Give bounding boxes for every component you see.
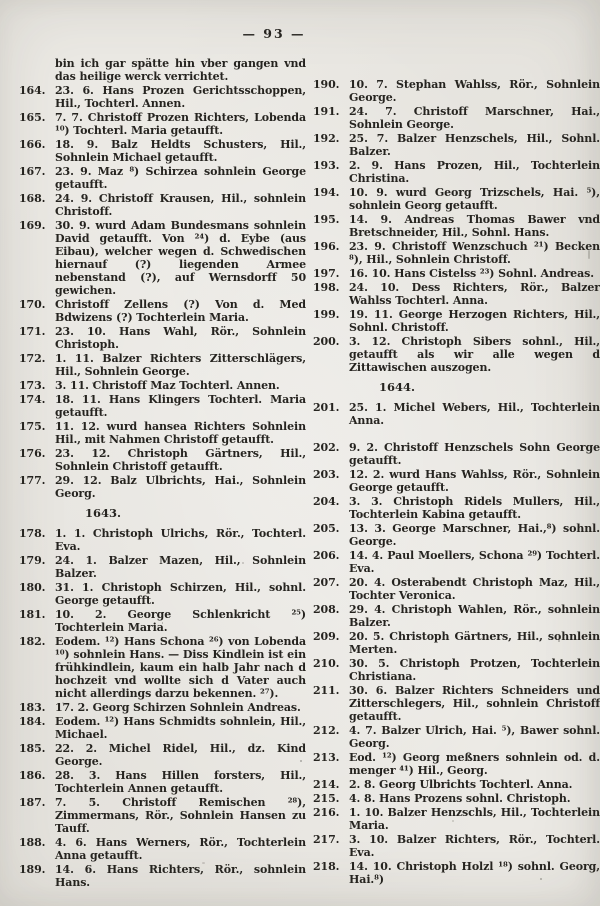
scan-speckle xyxy=(402,700,404,701)
register-entry xyxy=(19,796,306,835)
entry-text: 29. 12. Balz Ulbrichts, Hai., Sohnlein Georg. xyxy=(55,474,306,500)
register-entry xyxy=(19,138,306,164)
register-entry xyxy=(313,281,600,307)
entry-text: 29. 4. Christoph Wahlen, Rör., sohnlein Balzer. xyxy=(349,603,600,629)
entry-text: Christoff Zellens (?) Von d. Med Bdwizens (?) Tochterlein Maria. xyxy=(55,298,306,324)
entry-text: 31. 1. Christoph Schirzen, Hil., sohnl. George getaufft. xyxy=(55,581,306,607)
register-entry xyxy=(313,522,600,548)
entry-text: 3. 12. Christoph Sibers sohnl., Hil., getaufft als wir alle wegen d Zittawischen auszogen. xyxy=(349,335,600,374)
entry-number: 178. xyxy=(19,527,46,540)
register-entry xyxy=(19,379,306,392)
entry-text: 7. 5. Christoff Remischen ²⁸), Zimmermans, Rör., Sohnlein Hansen zu Tauff. xyxy=(55,796,306,835)
year-heading: 1643. xyxy=(85,506,122,520)
register-entry xyxy=(19,554,306,580)
register-entry xyxy=(313,833,600,859)
entry-text: 9. 2. Christoff Henzschels Sohn George getaufft. xyxy=(349,441,600,467)
two-column-layout xyxy=(19,57,600,890)
entry-text: Eodem. ¹²) Hans Schmidts sohnlein, Hil., Michael. xyxy=(55,715,306,741)
scan-speckle xyxy=(92,382,94,384)
entry-text: bin ich gar spätte hin vber gangen vnd das heilige werck verrichtet. xyxy=(55,57,306,83)
register-entry xyxy=(19,635,306,700)
entry-text: 30. 6. Balzer Richters Schneiders und Zitterschlegers, Hil., sohnlein Christoff getaufft. xyxy=(349,684,600,723)
scan-speckle xyxy=(300,760,302,762)
entry-number: 191. xyxy=(313,105,340,118)
scan-speckle xyxy=(452,820,454,822)
register-entry xyxy=(313,213,600,239)
continuation-text xyxy=(19,57,306,83)
entry-number: 185. xyxy=(19,742,46,755)
register-entry xyxy=(313,576,600,602)
entry-number: 169. xyxy=(19,219,46,232)
scan-speckle xyxy=(102,512,103,514)
scan-speckle xyxy=(162,622,163,624)
scan-speckle xyxy=(520,470,522,472)
entry-number: 207. xyxy=(313,576,340,589)
entry-text: 14. 6. Hans Richters, Rör., sohnlein Hans. xyxy=(55,863,306,889)
entry-number: 164. xyxy=(19,84,46,97)
entry-text: 3. 3. Christoph Ridels Mullers, Hil., Tochterlein Kabina getaufft. xyxy=(349,495,600,521)
entry-number: 189. xyxy=(19,863,46,876)
entry-text: 4. 8. Hans Prozens sohnl. Christoph. xyxy=(349,792,571,805)
register-entry xyxy=(19,298,306,324)
entry-text: 24. 10. Dess Richters, Rör., Balzer Wahlss Tochterl. Anna. xyxy=(349,281,600,307)
scan-speckle xyxy=(242,562,244,564)
entry-number: 205. xyxy=(313,522,340,535)
page-number: — 93 — xyxy=(242,26,306,41)
entry-text: 13. 3. George Marschner, Hai.,⁸) sohnl. George. xyxy=(349,522,600,548)
entry-number: 173. xyxy=(19,379,46,392)
register-entry xyxy=(313,105,600,131)
entry-text: 3. 10. Balzer Richters, Rör., Tochterl. Eva. xyxy=(349,833,600,859)
entry-number: 186. xyxy=(19,769,46,782)
register-entry xyxy=(19,420,306,446)
register-entry xyxy=(313,335,600,374)
entry-number: 218. xyxy=(313,860,340,873)
entry-number: 217. xyxy=(313,833,340,846)
year-heading: 1644. xyxy=(379,380,416,394)
entry-text: 3. 11. Christoff Maz Tochterl. Annen. xyxy=(55,379,280,392)
register-entry xyxy=(19,447,306,473)
entry-text: 1. 1. Christoph Ulrichs, Rör., Tochterl. Eva. xyxy=(55,527,306,553)
register-entry xyxy=(19,352,306,378)
register-entry xyxy=(19,581,306,607)
entry-text: 23. 10. Hans Wahl, Rör., Sohnlein Christoph. xyxy=(55,325,306,351)
register-entry xyxy=(19,219,306,297)
entry-number: 200. xyxy=(313,335,340,348)
entry-number: 172. xyxy=(19,352,46,365)
register-entry xyxy=(313,751,600,777)
entry-number: 179. xyxy=(19,554,46,567)
entry-number: 167. xyxy=(19,165,46,178)
register-entry xyxy=(19,769,306,795)
entry-number: 180. xyxy=(19,581,46,594)
entry-text: 24. 9. Christoff Krausen, Hil., sohnlein Christoff. xyxy=(55,192,306,218)
register-entry xyxy=(19,863,306,889)
entry-number: 196. xyxy=(313,240,340,253)
entry-number: 177. xyxy=(19,474,46,487)
entry-text: 7. 7. Christoff Prozen Richters, Lobenda ¹⁰) Tochterl. Maria getaufft. xyxy=(55,111,306,137)
left-column xyxy=(19,57,306,890)
register-entry xyxy=(313,441,600,467)
entry-number: 181. xyxy=(19,608,46,621)
entry-text: 4. 7. Balzer Ulrich, Hai. ⁵), Bawer sohnl. Georg. xyxy=(349,724,600,750)
entry-number: 187. xyxy=(19,796,46,809)
entry-number: 206. xyxy=(313,549,340,562)
entry-number: 201. xyxy=(313,401,340,414)
register-entry xyxy=(313,792,600,805)
register-entry xyxy=(313,684,600,723)
register-entry xyxy=(313,401,600,427)
column-spacer xyxy=(313,428,600,441)
entry-text: 17. 2. Georg Schirzen Sohnlein Andreas. xyxy=(55,701,301,714)
register-entry xyxy=(313,630,600,656)
right-column xyxy=(313,57,600,890)
register-entry xyxy=(313,495,600,521)
register-entry xyxy=(313,308,600,334)
entry-number: 176. xyxy=(19,447,46,460)
entry-text: 20. 5. Christoph Gärtners, Hil., sohnlein Merten. xyxy=(349,630,600,656)
entry-text: 14. 9. Andreas Thomas Bawer vnd Bretschneider, Hil., Sohnl. Hans. xyxy=(349,213,600,239)
register-entry xyxy=(313,603,600,629)
entry-text: 24. 1. Balzer Mazen, Hil., Sohnlein Balzer. xyxy=(55,554,306,580)
register-entry xyxy=(19,111,306,137)
register-entry xyxy=(19,192,306,218)
register-entry xyxy=(19,474,306,500)
register-entry xyxy=(19,608,306,634)
entry-number: 216. xyxy=(313,806,340,819)
register-entry xyxy=(19,715,306,741)
register-entry xyxy=(19,742,306,768)
entry-number: 199. xyxy=(313,308,340,321)
entry-text: 2. 8. Georg Ulbrichts Tochterl. Anna. xyxy=(349,778,573,791)
entry-number: 184. xyxy=(19,715,46,728)
entry-text: 22. 2. Michel Ridel, Hil., dz. Kind George. xyxy=(55,742,306,768)
entry-text: 23. 12. Christoph Gärtners, Hil., Sohnlein Christoff getaufft. xyxy=(55,447,306,473)
register-entry xyxy=(313,657,600,683)
entry-text: 10. 9. wurd Georg Trizschels, Hai. ⁵), sohnlein Georg getaufft. xyxy=(349,186,600,212)
entry-text: 4. 6. Hans Werners, Rör., Tochterlein Anna getaufft. xyxy=(55,836,306,862)
register-entry xyxy=(313,468,600,494)
entry-number: 213. xyxy=(313,751,340,764)
register-entry xyxy=(19,527,306,553)
register-entry xyxy=(313,860,600,886)
entry-number: 183. xyxy=(19,701,46,714)
entry-number: 197. xyxy=(313,267,340,280)
entry-number: 182. xyxy=(19,635,46,648)
entry-number: 192. xyxy=(313,132,340,145)
entry-text: 14. 4. Paul Moellers, Schona ²⁹) Tochterl. Eva. xyxy=(349,549,600,575)
entry-number: 198. xyxy=(313,281,340,294)
entry-number: 188. xyxy=(19,836,46,849)
scan-speckle xyxy=(30,142,32,144)
entry-number: 212. xyxy=(313,724,340,737)
entry-text: 18. 11. Hans Klingers Tochterl. Maria getaufft. xyxy=(55,393,306,419)
scan-speckle xyxy=(540,878,542,880)
register-entry xyxy=(313,549,600,575)
entry-number: 166. xyxy=(19,138,46,151)
entry-number: 208. xyxy=(313,603,340,616)
entry-number: 202. xyxy=(313,441,340,454)
entry-number: 165. xyxy=(19,111,46,124)
entry-text: 2. 9. Hans Prozen, Hil., Tochterlein Christina. xyxy=(349,159,600,185)
entry-number: 190. xyxy=(313,78,340,91)
entry-number: 195. xyxy=(313,213,340,226)
entry-number: 175. xyxy=(19,420,46,433)
entry-text: 1. 11. Balzer Richters Zitterschlägers, Hil., Sohnlein George. xyxy=(55,352,306,378)
entry-text: 30. 9. wurd Adam Bundesmans sohnlein David getaufft. Von ²⁴) d. Eybe (aus Eibau), welcher wegen d. Schwedischen hiernauf (?) liegenden Armee nebenstand (?), auf Wernsdorff 50 gewichen. xyxy=(55,219,306,297)
entry-number: 211. xyxy=(313,684,340,697)
entry-text: 25. 7. Balzer Henzschels, Hil., Sohnl. Balzer. xyxy=(349,132,600,158)
entry-text: 10. 7. Stephan Wahlss, Rör., Sohnlein George. xyxy=(349,78,600,104)
entry-text: 12. 2. wurd Hans Wahlss, Rör., Sohnlein George getaufft. xyxy=(349,468,600,494)
entry-number: 174. xyxy=(19,393,46,406)
register-entry xyxy=(19,84,306,110)
register-entry xyxy=(19,836,306,862)
register-entry xyxy=(313,240,600,266)
entry-text: 20. 4. Osterabendt Christoph Maz, Hil., Tochter Veronica. xyxy=(349,576,600,602)
entry-text: 16. 10. Hans Cistelss ²³) Sohnl. Andreas. xyxy=(349,267,594,280)
entry-text: 24. 7. Christoff Marschner, Hai., Sohnlein George. xyxy=(349,105,600,131)
register-entry xyxy=(313,186,600,212)
entry-text: 10. 2. George Schlenkricht ²⁵) Tochterlein Maria. xyxy=(55,608,306,634)
scan-speckle xyxy=(588,250,590,259)
register-entry xyxy=(313,724,600,750)
entry-number: 170. xyxy=(19,298,46,311)
entry-text: 1. 10. Balzer Henzschls, Hil., Tochterlein Maria. xyxy=(349,806,600,832)
entry-number: 214. xyxy=(313,778,340,791)
scan-speckle xyxy=(62,702,64,704)
register-entry xyxy=(313,806,600,832)
entry-number: 203. xyxy=(313,468,340,481)
entry-number: 168. xyxy=(19,192,46,205)
entry-text: 19. 11. George Herzogen Richters, Hil., Sohnl. Christoff. xyxy=(349,308,600,334)
entry-text: 30. 5. Christoph Protzen, Tochterlein Christiana. xyxy=(349,657,600,683)
register-entry xyxy=(313,78,600,104)
entry-number: 193. xyxy=(313,159,340,172)
register-entry xyxy=(19,325,306,351)
entry-text: Eodem. ¹²) Hans Schona ²⁶) von Lobenda ¹⁰) sohnlein Hans. — Diss Kindlein ist ein frühkindlein, kaum ein halb Jahr nach d hochzeit vnd wollte sich d Vater auch nicht allerdings darzu bekennen. ²⁷). xyxy=(55,635,306,700)
entry-number: 210. xyxy=(313,657,340,670)
register-entry xyxy=(19,393,306,419)
entry-text: 23. 6. Hans Prozen Gerichtsschoppen, Hil., Tochterl. Annen. xyxy=(55,84,306,110)
entry-text: 28. 3. Hans Hillen forsters, Hil., Tochterlein Annen getaufft. xyxy=(55,769,306,795)
entry-number: 209. xyxy=(313,630,340,643)
entry-text: 18. 9. Balz Heldts Schusters, Hil., Sohnlein Michael getaufft. xyxy=(55,138,306,164)
register-entry xyxy=(313,159,600,185)
register-entry xyxy=(313,132,600,158)
entry-text: 23. 9. Christoff Wenzschuch ²¹) Becken ⁸), Hil., Sohnlein Christoff. xyxy=(349,240,600,266)
entry-text: Eod. ¹²) Georg meßners sohnlein od. d. menger ⁴¹) Hil., Georg. xyxy=(349,751,600,777)
register-entry xyxy=(19,165,306,191)
entry-text: 11. 12. wurd hansea Richters Sohnlein Hil., mit Nahmen Christoff getaufft. xyxy=(55,420,306,446)
entry-text: 23. 9. Maz ⁸) Schirzea sohnlein George getaufft. xyxy=(55,165,306,191)
entry-number: 204. xyxy=(313,495,340,508)
entry-number: 194. xyxy=(313,186,340,199)
register-entry xyxy=(313,267,600,280)
entry-number: 171. xyxy=(19,325,46,338)
scan-speckle xyxy=(202,862,205,864)
entry-text: 14. 10. Christoph Holzl ¹⁸) sohnl. Georg, Hai.⁸) xyxy=(349,860,600,886)
entry-text: 25. 1. Michel Webers, Hil., Tochterlein Anna. xyxy=(349,401,600,427)
scan-speckle xyxy=(558,640,560,642)
entry-number: 215. xyxy=(313,792,340,805)
register-entry xyxy=(313,778,600,791)
